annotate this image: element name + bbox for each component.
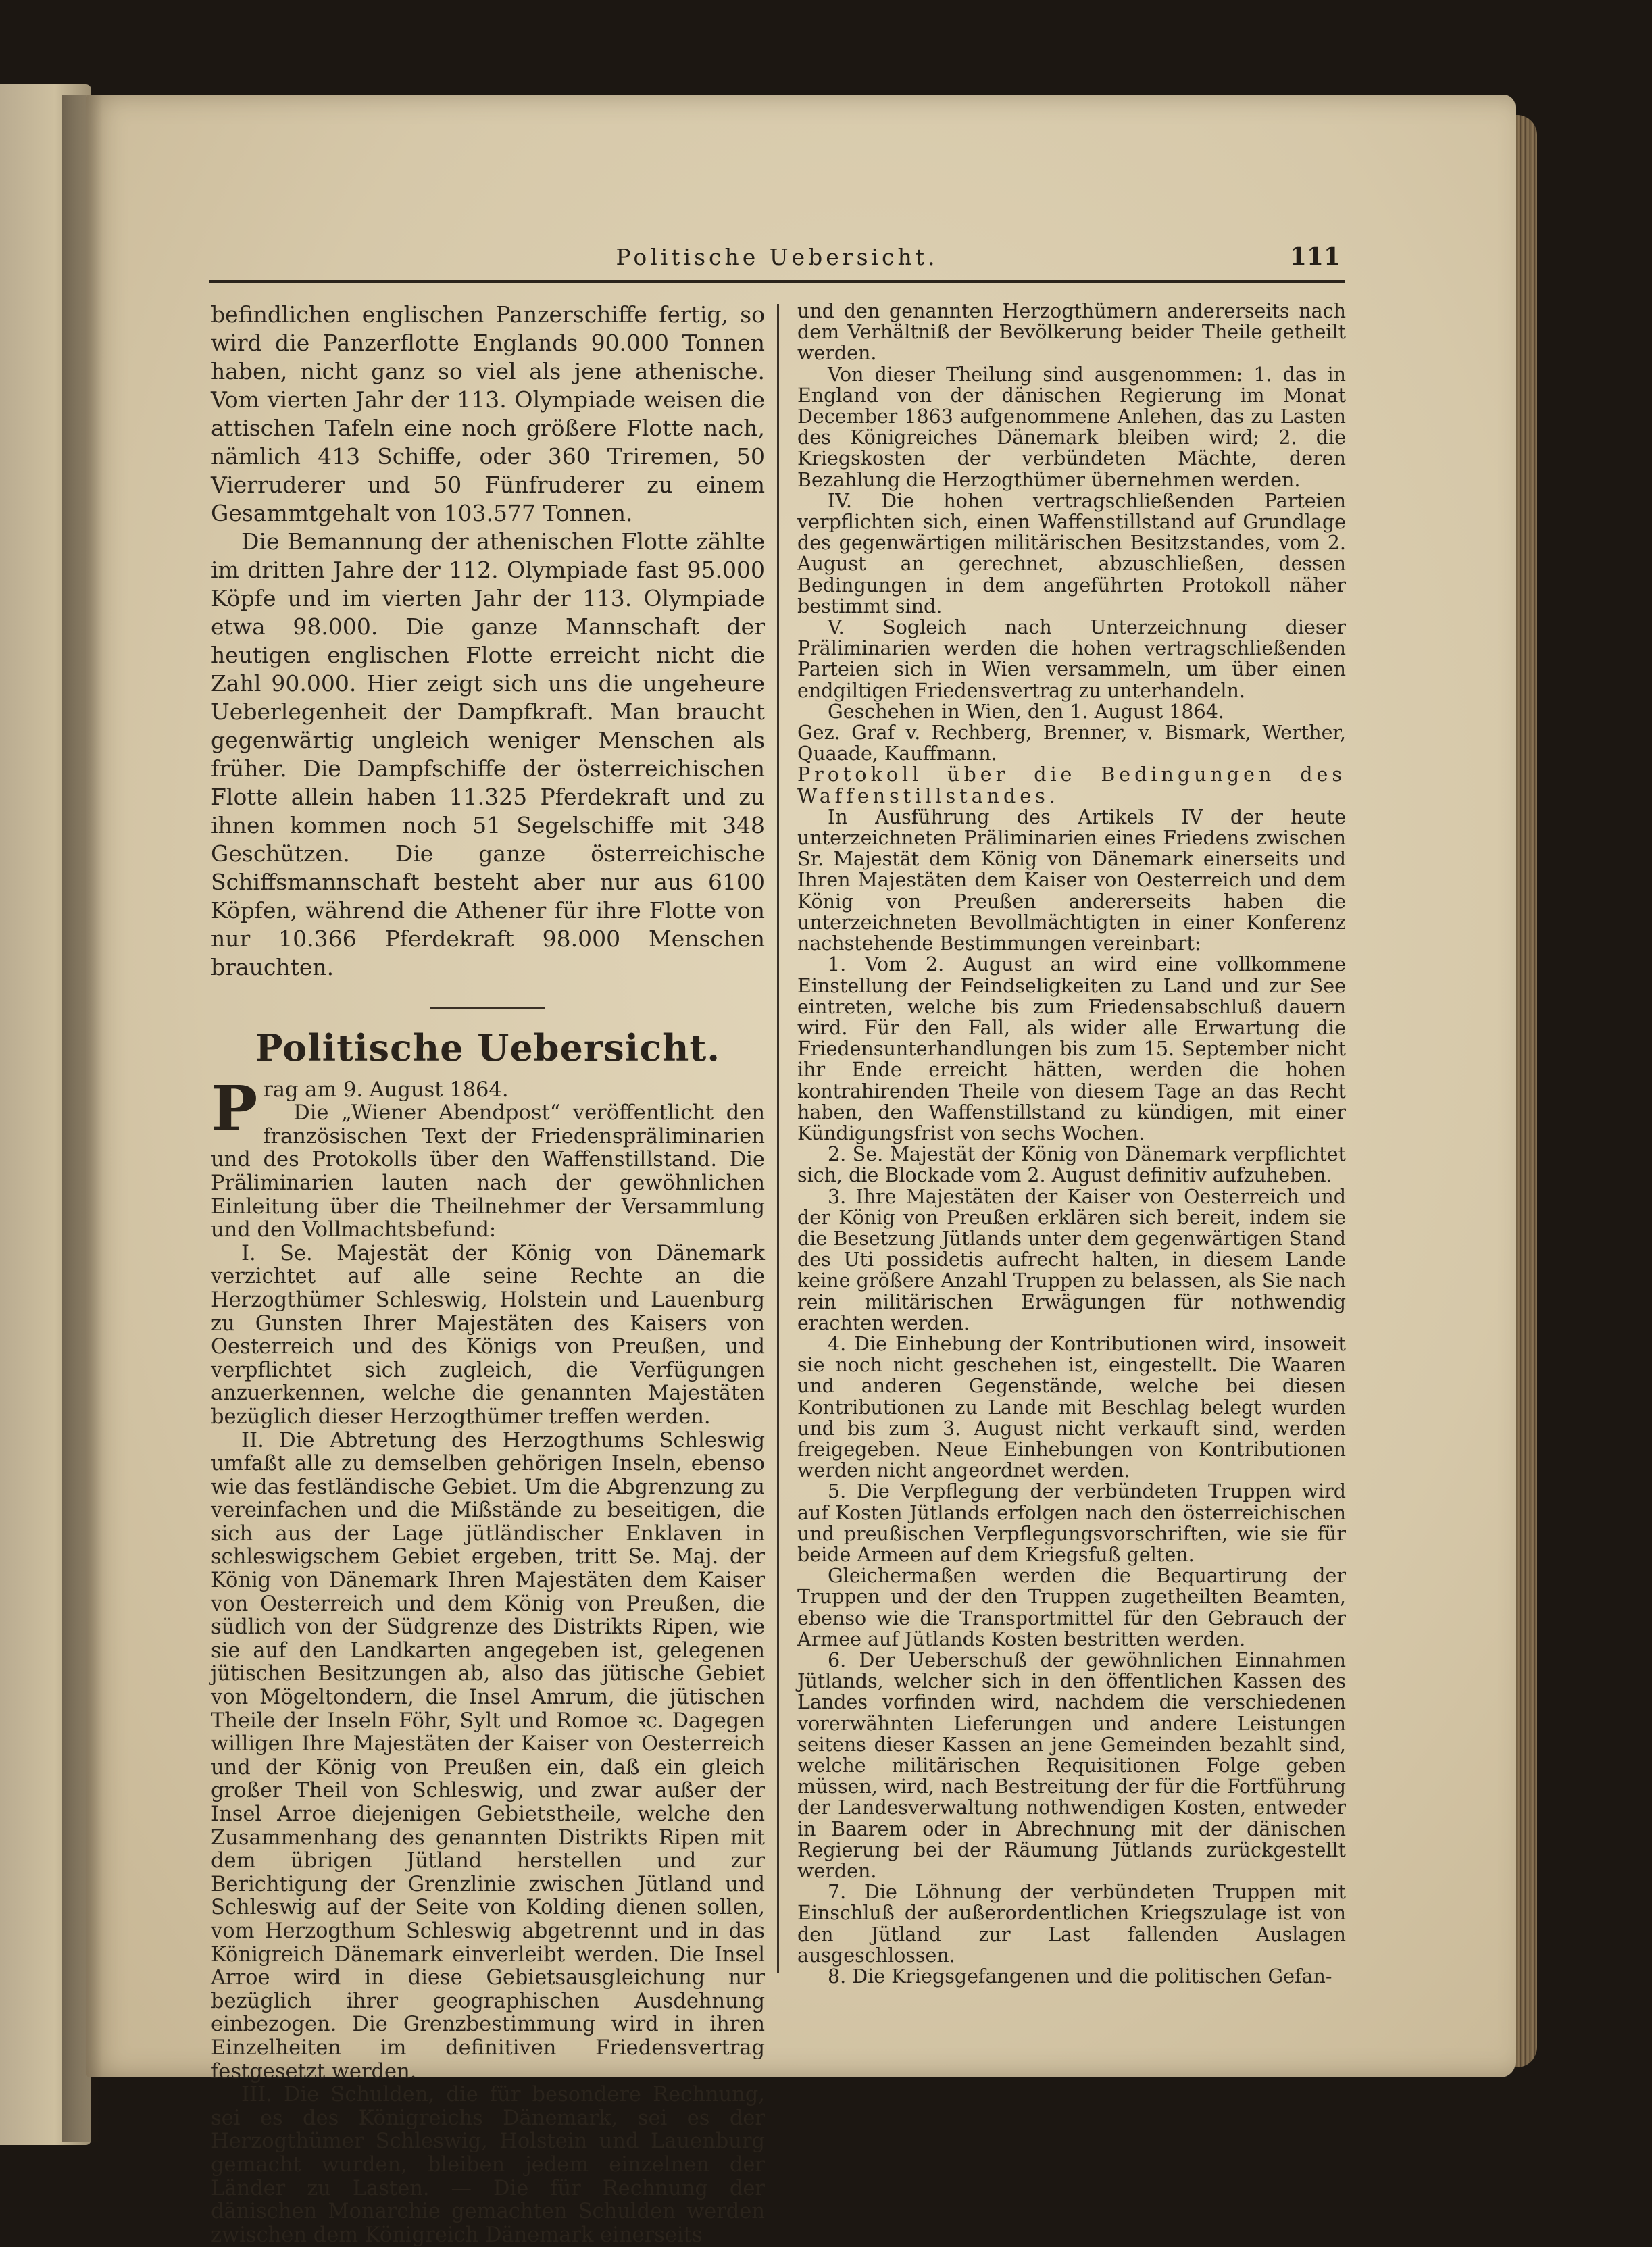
provision-paragraph: 1. Vom 2. August an wird eine vollkommene Einstellung der Feindseligkeiten zu Land und zur See eintreten, welche bis zum Friedensabschluß dauern wird. Für den Fall, als wider alle Erwartung die Friedensunterhandlungen bis zum 15. September nicht ihr Ende erreicht hätten, werden die hohen kontrahirenden Theile von diesem Tage an das Recht haben, den Waffenstillstand zu kündigen, mit einer Kündigungsfrist von sechs Wochen. (797, 953, 1346, 1144)
protokoll-heading: Protokoll über die Bedingungen des Waffenstillstandes. (797, 763, 1346, 807)
provision-paragraph: 6. Der Ueberschuß der gewöhnlichen Einnahmen Jütlands, welcher sich in den öffentlichen Kassen des Landes vorfinden wird, nachdem die verschiedenen vorerwähnten Lieferungen und andere Leistungen seitens dieser Kassen an jene Gemeinden bezahlt sind, welche militärischen Requisitionen Folge geben müssen, wird, nach Bestreitung der für die Fortführung der Landesverwaltung nothwendigen Kosten, entweder in Baarem oder in Abrechnung mit der dänischen Regierung bei der Räumung Jütlands zurückgestellt werden. (797, 1649, 1346, 1883)
provision-paragraph: 4. Die Einhebung der Kontributionen wird, insoweit sie noch nicht geschehen ist, eingestellt. Die Waaren und anderen Gegenstände, welche bei diesen Kontributionen zu Lande mit Beschlag belegt wurden und bis zum 3. August nicht verkauft sind, werden freigegeben. Neue Einhebungen von Kontributionen werden nicht angeordnet werden. (797, 1332, 1346, 1482)
body-paragraph: In Ausführung des Artikels IV der heute unterzeichneten Präliminarien eines Friedens zwischen Sr. Majestät dem König von Dänemark einerseits und Ihren Majestäten dem Kaiser von Oesterreich und dem König von Preußen andererseits haben die unterzeichneten Bevollmächtigten in einer Konferenz nachstehende Bestimmungen vereinbart: (797, 805, 1346, 955)
section-divider (430, 1007, 545, 1009)
page-header (209, 240, 1345, 283)
provision-paragraph: Gleichermaßen werden die Bequartirung der Truppen und der den Truppen zugetheilten Beamten, ebenso wie die Transportmittel für den Gebrauch der Armee auf Jütlands Kosten bestritten werden. (797, 1565, 1346, 1650)
provision-paragraph: 3. Ihre Majestäten der Kaiser von Oesterreich und der König von Preußen erklären sich bereit, indem sie die Besetzung Jütlands unter dem gegenwärtigen Stand des Uti possidetis aufrecht halten, in diesem Lande keine größere Anzahl Truppen zu belassen, als Sie nach rein militärischen Erwägungen für nothwendig erachten werden. (797, 1185, 1346, 1334)
article-paragraph: III. Die Schulden, die für besondere Rechnung, sei es des Königreichs Dänemark, sei es der Herzogthümer Schleswig, Holstein und Lauenburg gemacht wurden, bleiben jedem einzelnen der Länder zu Lasten. — Die für Rechnung der dänischen Monarchie gemachten Schulden werden zwischen dem Königreich Dänemark einerseits (211, 2083, 765, 2247)
article-paragraph: IV. Die hohen vertragschließenden Parteien verpflichten sich, einen Waffenstillstand auf Grundlage des gegenwärtigen militärischen Besitzstandes, vom 2. August an gerechnet, abzuschließen, dessen Bedingungen in dem angeführten Protokoll näher bestimmt sind. (797, 489, 1346, 617)
book-gutter-shadow (62, 95, 103, 2142)
provision-paragraph: 7. Die Löhnung der verbündeten Truppen mit Einschluß der außerordentlichen Kriegszulage ist von den Jütland zur Last fallenden Auslagen ausgeschlossen. (797, 1881, 1346, 1967)
signing-date: Geschehen in Wien, den 1. August 1864. (828, 700, 1224, 723)
provision-paragraph: 5. Die Verpflegung der verbündeten Truppen wird auf Kosten Jütlands erfolgen nach den österreichischen und preußischen Verpflegungsvorschriften, wie sie für beide Armeen auf dem Kriegsfuß gelten. (797, 1480, 1346, 1566)
drop-cap: P (211, 1071, 258, 1145)
provision-paragraph: 8. Die Kriegsgefangenen und die politischen Gefan- (828, 1965, 1332, 1988)
provision-paragraph: 2. Se. Majestät der König von Dänemark verpflichtet sich, die Blockade vom 2. August definitiv aufzuheben. (797, 1143, 1346, 1187)
article-paragraph: V. Sogleich nach Unterzeichnung dieser Präliminarien werden die hohen vertragschließenden Parteien sich in Wien versammeln, um über einen endgiltigen Friedensvertrag zu unterhandeln. (797, 616, 1346, 702)
column-rule (777, 304, 779, 1973)
article-paragraph: I. Se. Majestät der König von Dänemark verzichtet auf alle seine Rechte an die Herzogthümer Schleswig, Holstein und Lauenburg zu Gunsten Ihrer Majestäten des Kaisers von Oesterreich und des Königs von Preußen, und verpflichtet sich zugleich, die Verfügungen anzuerkennen, welche die genannten Majestäten bezüglich dieser Herzogthümer treffen werden. (211, 1241, 765, 1429)
intro-paragraph: Die Bemannung der athenischen Flotte zählte im dritten Jahre der 112. Olympiade fast 95.000 Köpfe und im vierten Jahr der 113. Olympiade etwa 98.000. Die ganze Mannschaft der heutigen englischen Flotte erreicht nicht die Zahl 90.000. Hier zeigt sich uns die ungeheure Ueberlegenheit der Dampfkraft. Man braucht gegenwärtig ungleich weniger Menschen als früher. Die Dampfschiffe der österreichischen Flotte allein haben 11.325 Pferdekraft und zu ihnen kommen noch 51 Segelschiffe mit 348 Geschützen. Die ganze österreichische Schiffsmannschaft besteht aber nur aus 6100 Köpfen, während die Athener für ihre Flotte von nur 10.366 Pferdekraft 98.000 Menschen brauchten. (211, 528, 765, 980)
right-column (797, 301, 1346, 1987)
article-paragraph: II. Die Abtretung des Herzogthums Schleswig umfaßt alle zu demselben gehörigen Inseln, ebenso wie das festländische Gebiet. Um die Abgrenzung zu vereinfachen und die Mißstände zu beseitigen, die sich aus der Lage jütländischer Enklaven in schleswigschem Gebiet ergeben, tritt Se. Maj. der König von Dänemark Ihren Majestäten dem Kaiser von Oesterreich und dem König von Preußen, die südlich von der Südgrenze des Distrikts Ripen, wie sie auf den Landkarten angegeben ist, gelegenen jütischen Besitzungen ab, also das jütische Gebiet von Mögeltondern, die Insel Amrum, die jütischen Theile der Inseln Föhr, Sylt und Romoe ꝛc. Dagegen willigen Ihre Majestäten der Kaiser von Oesterreich und der König von Preußen ein, daß ein gleich großer Theil von Schleswig, und zwar außer der Insel Arroe diejenigen Gebietstheile, welche den Zusammenhang des genannten Distrikts Ripen mit dem übrigen Jütland herstellen und zur Berichtigung der Grenzlinie zwischen Jütland und Schleswig auf der Seite von Kolding dienen sollen, vom Herzogthum Schleswig abgetrennt und in das Königreich Dänemark einverleibt werden. Die Insel Arroe wird in diese Gebietsausgleichung nur bezüglich ihrer geographischen Ausdehnung einbezogen. Die Grenzbestimmung wird in ihren Einzelheiten im definitiven Friedensvertrag festgesetzt werden. (211, 1428, 765, 2084)
dateline-text: rag am 9. August 1864. (263, 1078, 509, 1102)
running-title: Politische Uebersicht. (616, 244, 938, 270)
signatories: Gez. Graf v. Rechberg, Brenner, v. Bismark, Werther, Quaade, Kauffmann. (797, 722, 1346, 765)
page-number: 111 (1289, 243, 1341, 271)
body-paragraph: und den genannten Herzogthümern andererseits nach dem Verhältniß der Bevölkerung beider Theile getheilt werden. (797, 300, 1346, 365)
dateline (211, 1071, 765, 1145)
left-column (211, 301, 765, 2247)
body-paragraph: Die „Wiener Abendpost“ veröffentlicht den französischen Text der Friedenspräliminarien und des Protokolls über den Waffenstillstand. Die Präliminarien lauten nach der gewöhnlichen Einleitung über die Theilnehmer der Versammlung und den Vollmachtsbefund: (211, 1101, 765, 1242)
section-title: Politische Uebersicht. (255, 1026, 721, 1069)
body-paragraph: Von dieser Theilung sind ausgenommen: 1. das in England von der dänischen Regierung im Monat December 1863 aufgenommene Anlehen, das zu Lasten des Königreiches Dänemark bleiben wird; 2. die Kriegskosten der verbündeten Mächte, deren Bezahlung die Herzogthümer übernehmen werden. (797, 363, 1346, 491)
intro-paragraph: befindlichen englischen Panzerschiffe fertig, so wird die Panzerflotte Englands 90.000 Tonnen haben, nicht ganz so viel als jene athenische. Vom vierten Jahr der 113. Olympiade weisen die attischen Tafeln eine noch größere Flotte nach, nämlich 413 Schiffe, oder 360 Triremen, 50 Vierruderer und 50 Fünfruderer zu einem Gesammtgehalt von 103.577 Tonnen. (211, 301, 765, 526)
intro-text (211, 301, 765, 982)
